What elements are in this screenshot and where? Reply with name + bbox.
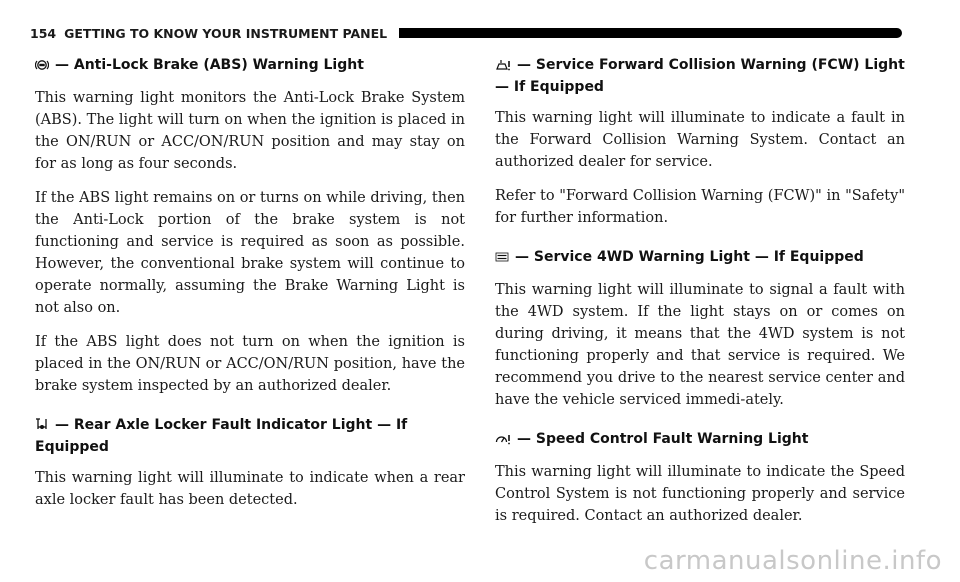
service-4wd-heading-text: — Service 4WD Warning Light — If Equipped [515, 249, 864, 265]
section-title: GETTING TO KNOW YOUR INSTRUMENT PANEL [64, 25, 388, 41]
watermark: carmanualsonline.info [643, 546, 942, 576]
abs-paragraph-2: If the ABS light remains on or turns on while driving, then the Anti-Lock portion of the brake system is not functioning and service is required as soon as possible. However, the conventional brake system will continue to operate normally, assuming the Brake Warning Light is not also on. [35, 190, 465, 316]
left-column [35, 55, 465, 523]
speed-control-paragraph: This warning light will illuminate to indicate the Speed Control System is not functioning properly and service is required. Contact an authorized dealer. [495, 464, 905, 524]
page-number: 154 [30, 25, 57, 41]
axle-locker-heading-text: — Rear Axle Locker Fault Indicator Light — If Equipped [35, 417, 408, 455]
page-header [30, 24, 902, 42]
header-rule [399, 28, 902, 38]
abs-paragraph-1: This warning light monitors the Anti-Lock Brake System (ABS). The light will turn on when the ignition is placed in the ON/RUN or ACC/ON/RUN position and may stay on for as long as four seconds. [35, 90, 465, 172]
speed-control-heading-text: — Speed Control Fault Warning Light [517, 431, 809, 447]
speed-control-heading [495, 429, 905, 451]
abs-warning-icon [35, 57, 49, 77]
abs-paragraph-3: If the ABS light does not turn on when the ignition is placed in the ON/RUN or ACC/ON/RUN position, have the brake system inspected by an authorized dealer. [35, 334, 465, 394]
axle-locker-paragraph: This warning light will illuminate to indicate when a rear axle locker fault has been detected. [35, 470, 465, 508]
fcw-heading [495, 55, 905, 97]
abs-heading-text: — Anti-Lock Brake (ABS) Warning Light [55, 57, 364, 73]
fcw-heading-text: — Service Forward Collision Warning (FCW) Light — If Equipped [495, 57, 905, 95]
fcw-warning-icon [495, 57, 511, 77]
service-4wd-paragraph: This warning light will illuminate to signal a fault with the 4WD system. If the light stays on or comes on during driving, it means that the 4WD system is not functioning properly and that service is required. We recommend you drive to the nearest service center and have the vehicle serviced immedi-ately. [495, 282, 905, 408]
speed-control-fault-icon [495, 431, 511, 451]
axle-locker-icon [35, 417, 49, 437]
axle-locker-heading [35, 415, 465, 457]
right-column [495, 55, 905, 539]
fcw-paragraph-2: Refer to "Forward Collision Warning (FCW)" in "Safety" for further information. [495, 188, 905, 226]
fcw-paragraph-1: This warning light will illuminate to indicate a fault in the Forward Collision Warning System. Contact an authorized dealer for service. [495, 110, 905, 170]
service-4wd-heading [495, 247, 905, 269]
abs-heading [35, 55, 465, 77]
service-4wd-icon [495, 249, 509, 269]
